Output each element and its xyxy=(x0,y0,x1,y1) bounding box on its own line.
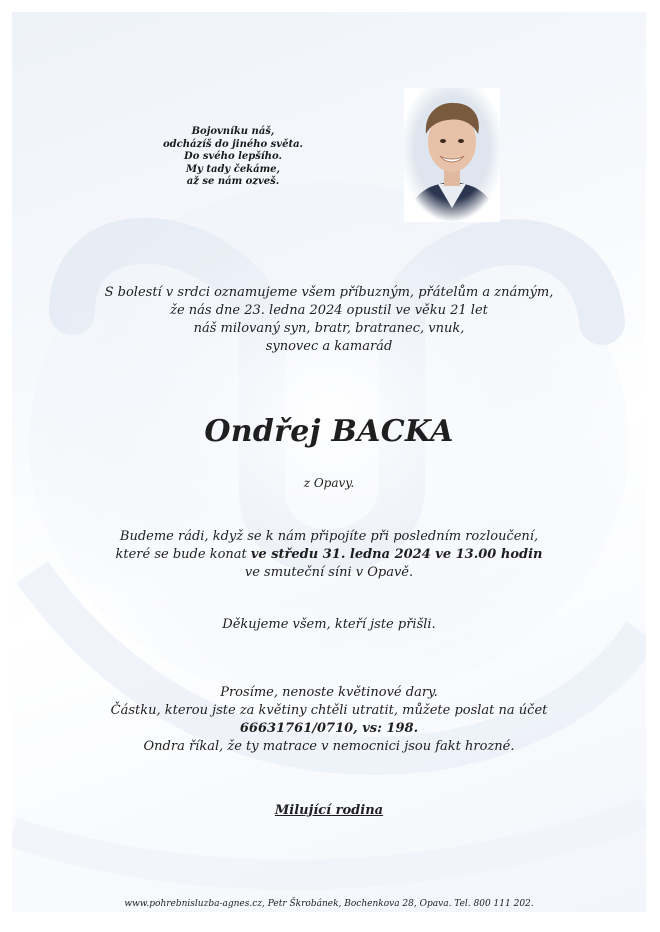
deceased-origin: z Opavy. xyxy=(303,476,355,490)
announcement-line: S bolestí v srdci oznamujeme všem příbuzným, přátelům a známým, xyxy=(104,285,554,300)
ceremony-prefix: které se bude konat xyxy=(115,547,251,562)
flowers-line: Prosíme, nenoste květinové dary. xyxy=(220,685,438,700)
portrait-photo xyxy=(404,88,500,222)
ceremony-line xyxy=(12,546,646,564)
poem-line: My tady čekáme, xyxy=(185,163,281,175)
flowers-line: Částku, kterou jste za květiny chtěli utratit, můžete poslat na účet xyxy=(110,703,548,718)
poem xyxy=(158,126,308,189)
ceremony-datetime: ve středu 31. ledna 2024 ve 13.00 hodin xyxy=(250,547,543,562)
poem-line: až se nám ozveš. xyxy=(186,176,280,187)
signature xyxy=(12,802,646,820)
announcement-line: náš milovaný syn, bratr, bratranec, vnuk, xyxy=(193,321,465,336)
thanks-text: Děkujeme všem, kteří jste přišli. xyxy=(222,617,436,632)
signature-text: Milující rodina xyxy=(274,803,384,818)
announcement xyxy=(12,284,646,356)
ceremony-info xyxy=(12,528,646,582)
obituary-sheet xyxy=(12,12,646,912)
flowers-line: Ondra říkal, že ty matrace v nemocnici jsou fakt hrozné. xyxy=(143,739,515,754)
bank-account: 66631761/0710, vs: 198. xyxy=(239,721,419,736)
ceremony-line: Budeme rádi, když se k nám připojíte při posledním rozloučení, xyxy=(119,529,539,544)
poem-line: odcházíš do jiného světa. xyxy=(162,138,304,150)
flowers-request xyxy=(12,684,646,756)
background-swirl xyxy=(12,12,646,912)
poem-line: Do svého lepšího. xyxy=(184,151,282,162)
ceremony-place: ve smuteční síni v Opavě. xyxy=(244,565,414,580)
deceased-name: Ondřej BACKA xyxy=(204,414,454,449)
announcement-line: že nás dne 23. ledna 2024 opustil ve věku 21 let xyxy=(170,303,488,318)
poem-line: Bojovníku náš, xyxy=(191,126,275,137)
announcement-line: synovec a kamarád xyxy=(265,339,393,354)
footer: www.pohrebnisluzba-agnes.cz, Petr Škrobánek, Bochenkova 28, Opava. Tel. 800 111 202. xyxy=(124,899,534,909)
